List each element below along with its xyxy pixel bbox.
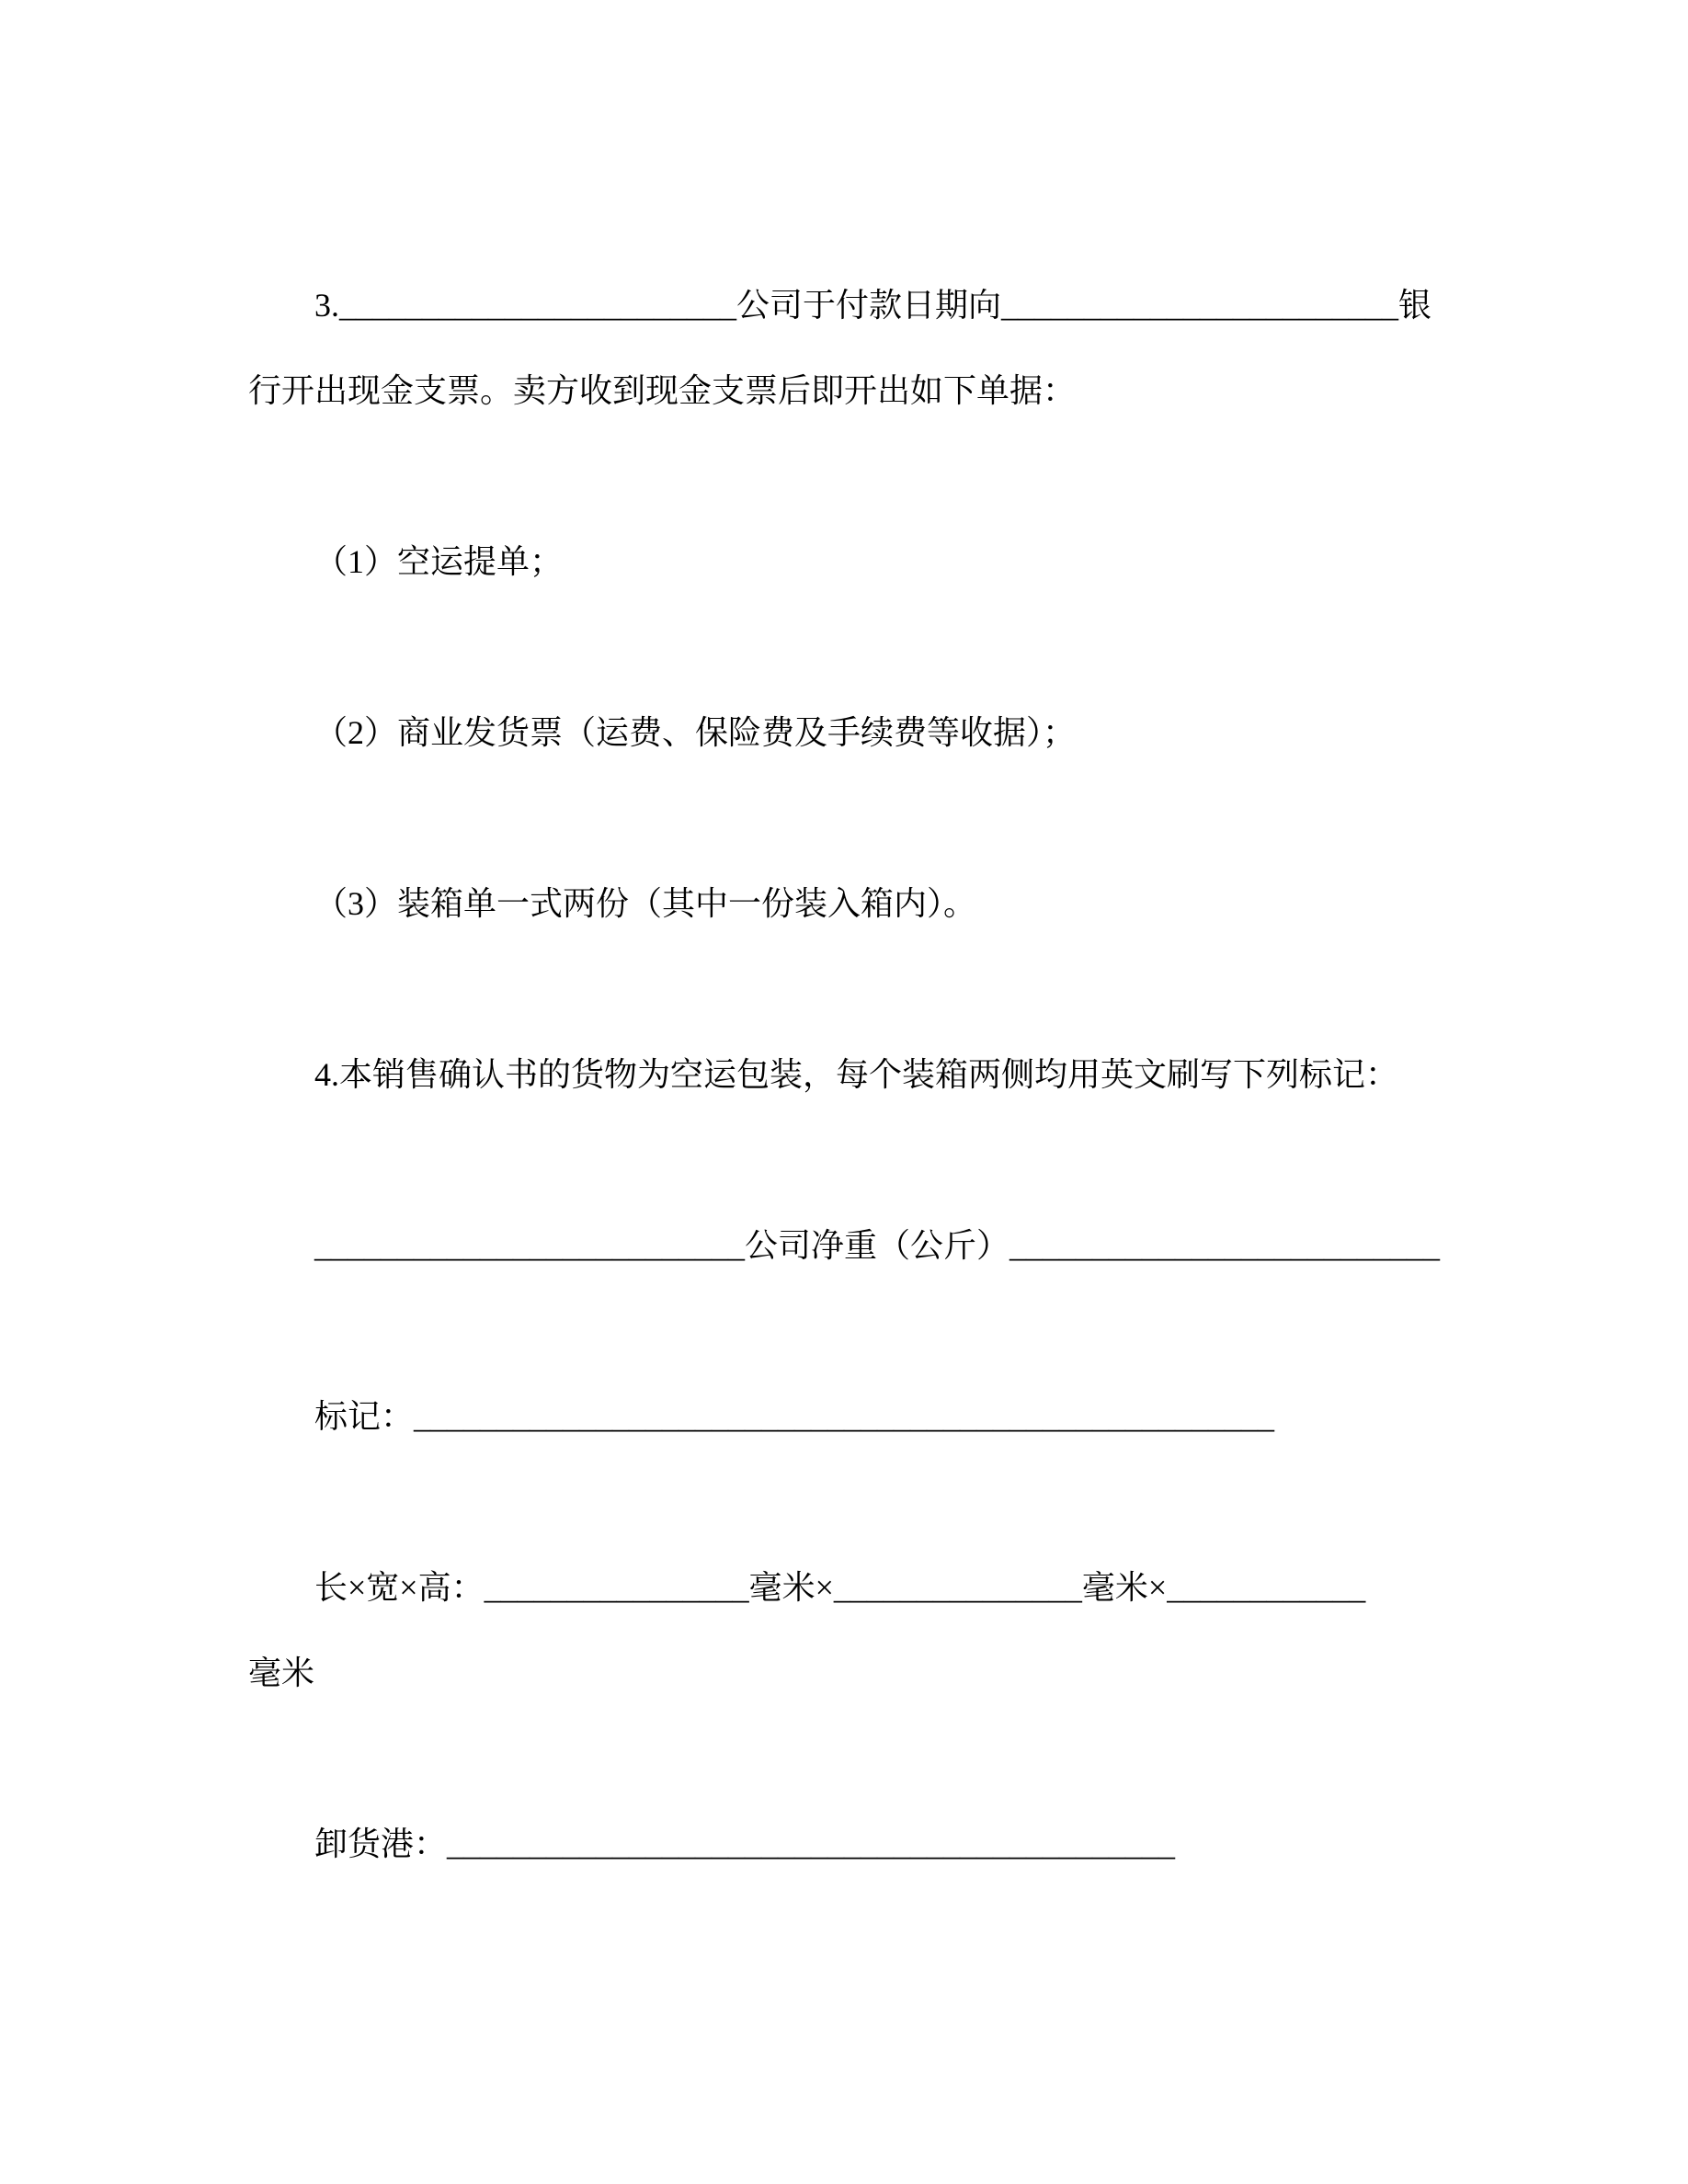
document-item-3-line: （3）装箱单一式两份（其中一份装入箱内）。 <box>314 885 977 922</box>
discharge-port-line: 卸货港：____________________________________________ <box>314 1826 1176 1862</box>
clause-4-paragraph <box>248 1032 1443 1118</box>
dimensions-line-1: 长×宽×高：________________毫米×_______________毫米×____________ <box>314 1569 1366 1606</box>
document-item-1-line: （1）空运提单； <box>314 543 564 580</box>
dimensions-line-2: 毫米 <box>248 1655 315 1691</box>
mark-field-line: 标记：____________________________________________________ <box>314 1398 1274 1435</box>
document-item-2-paragraph <box>248 690 1443 776</box>
net-weight-line: __________________________公司净重（公斤）__________________________ <box>314 1227 1441 1264</box>
clause-4-line: 4.本销售确认书的货物为空运包装，每个装箱两侧均用英文刷写下列标记： <box>314 1056 1399 1093</box>
document-item-1-paragraph <box>248 519 1443 605</box>
document-item-2-line: （2）商业发货票（运费、保险费及手续费等收据）； <box>314 714 1077 751</box>
clause-3-line-2: 行开出现金支票。卖方收到现金支票后即开出如下单据： <box>248 372 1077 409</box>
document-item-3-paragraph <box>248 861 1443 947</box>
clause-3-line-1: 3.________________________公司于付款日期向________________________银 <box>314 287 1432 324</box>
clause-3-paragraph <box>248 263 1443 434</box>
net-weight-paragraph <box>248 1203 1443 1289</box>
discharge-port-paragraph <box>248 1802 1443 1887</box>
mark-field-paragraph <box>248 1374 1443 1460</box>
dimensions-paragraph <box>248 1545 1443 1716</box>
